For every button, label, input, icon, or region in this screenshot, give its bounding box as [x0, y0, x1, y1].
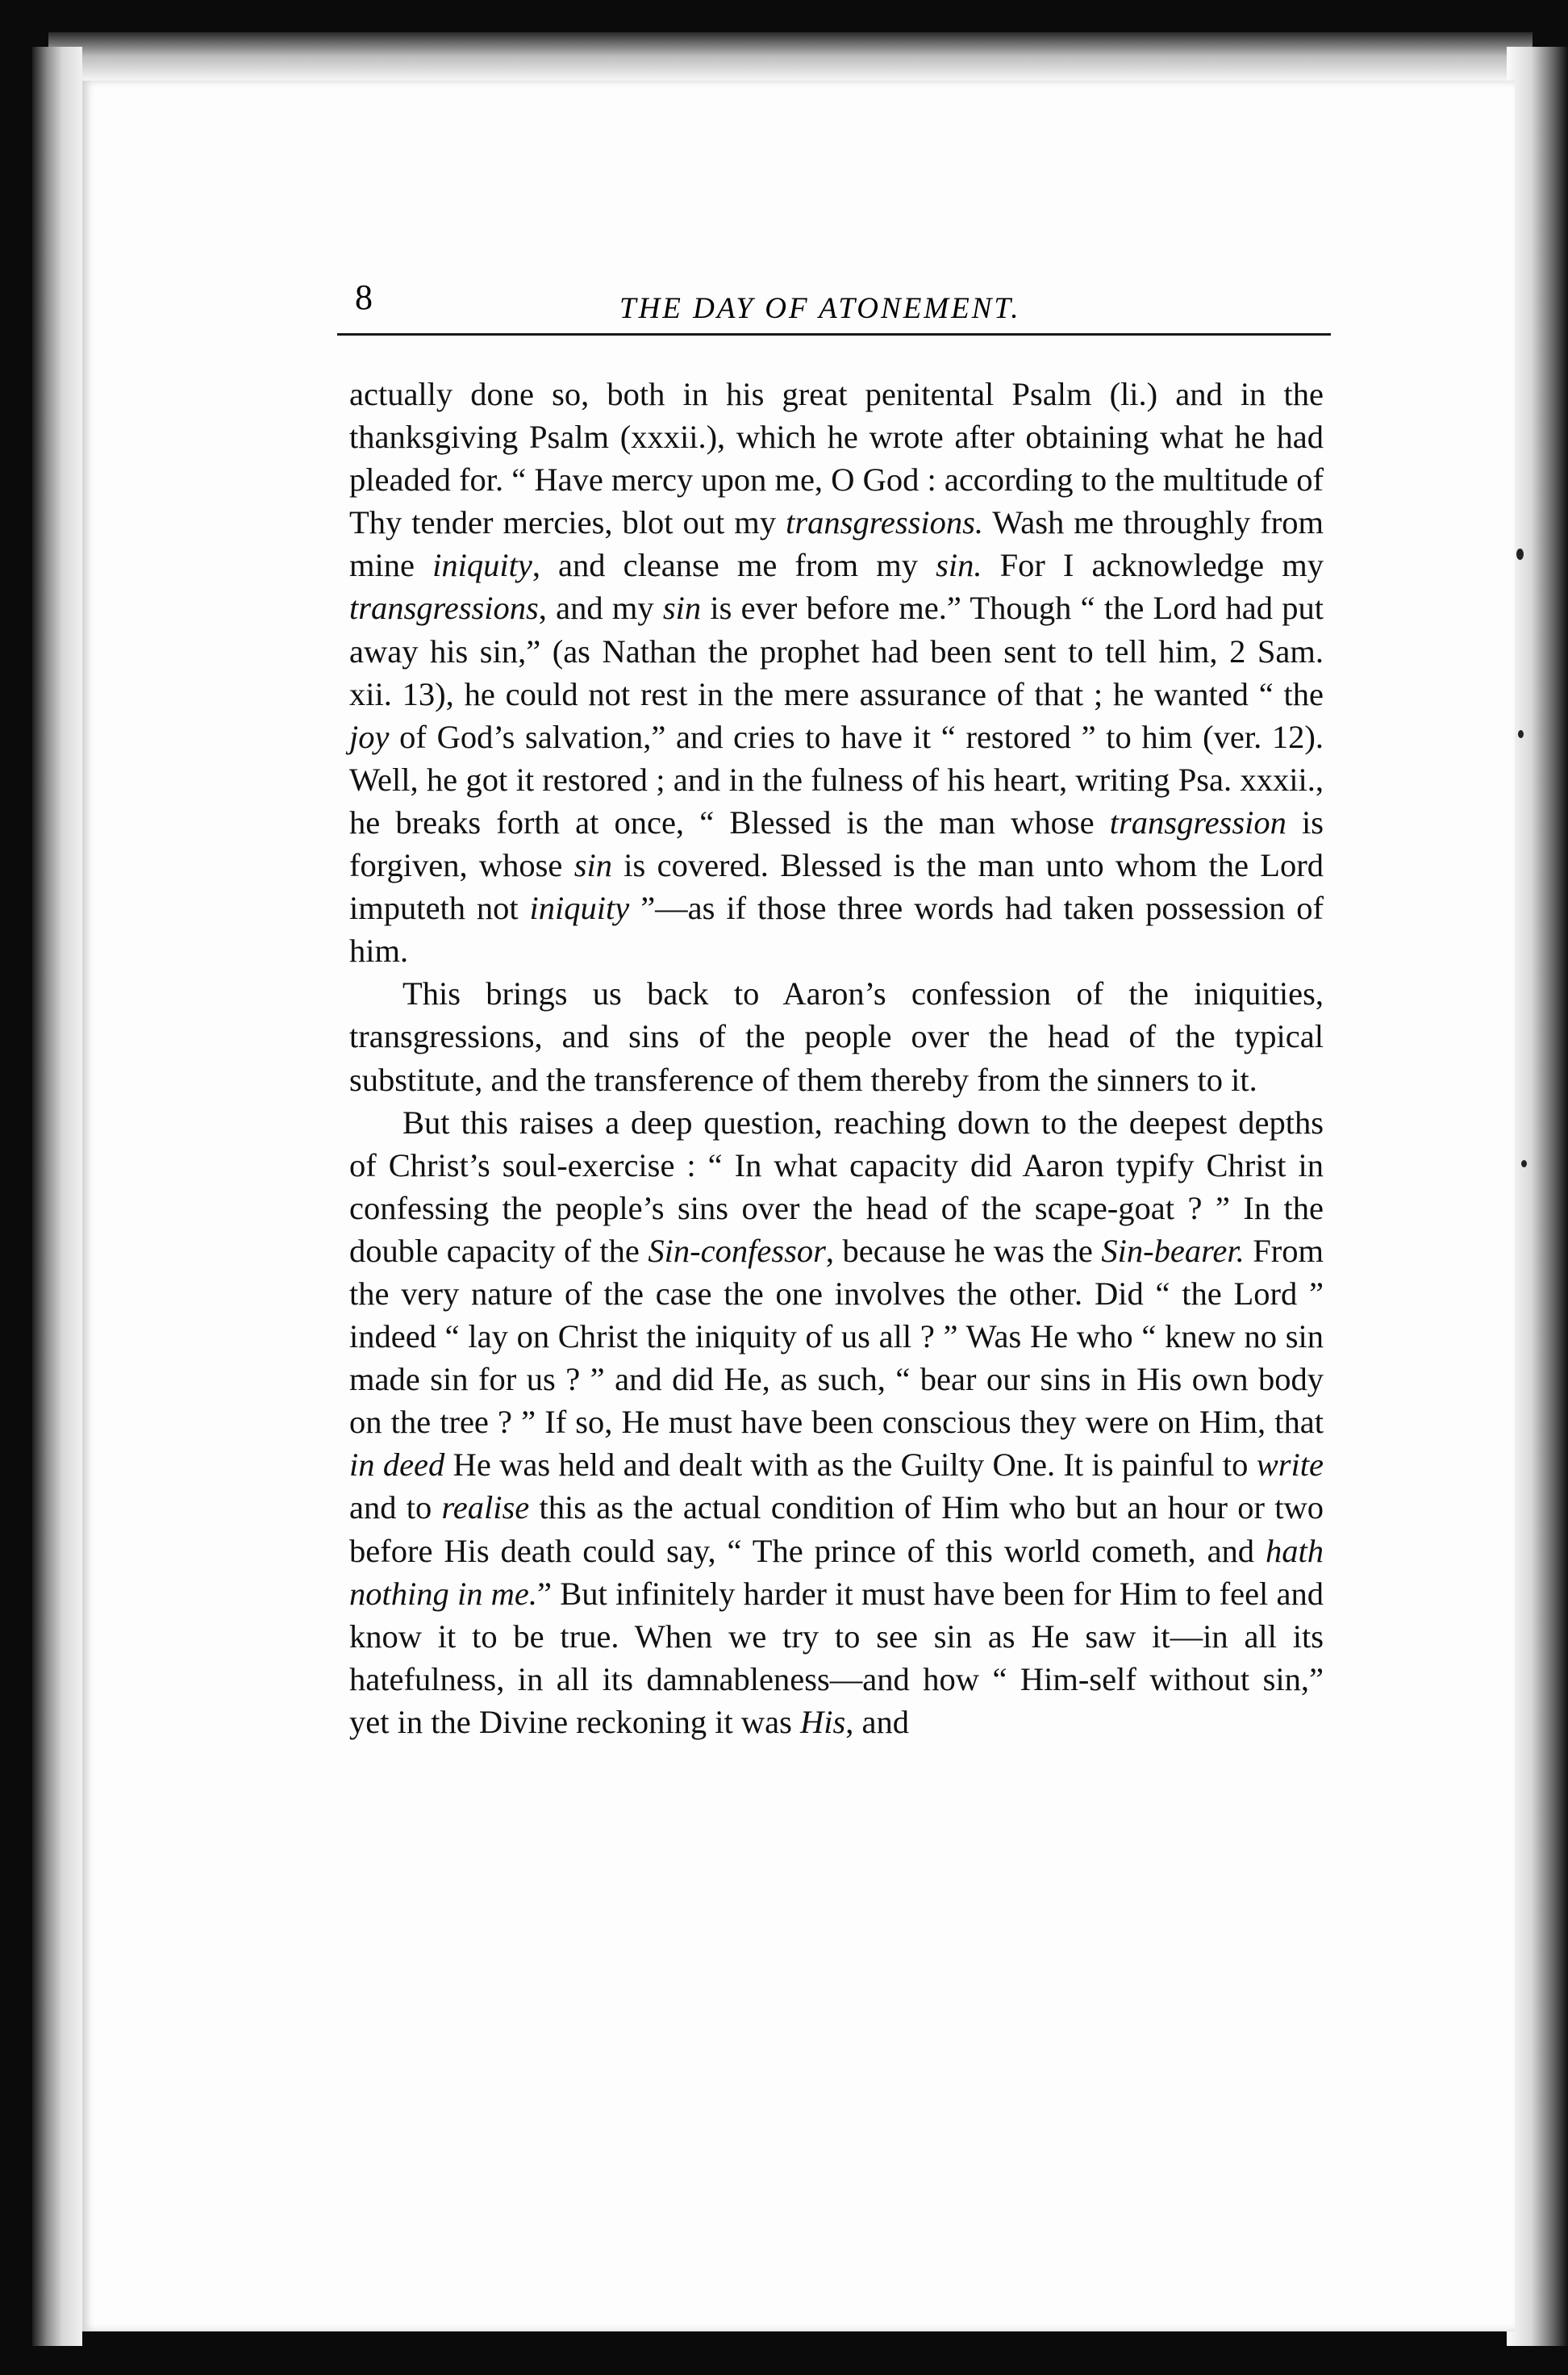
italic-text: His — [800, 1703, 846, 1740]
text-run: ” But infinitely harder it must have been for Him to feel and know it to be true. When we try to see sin as He saw it—in all its hatefulness, in all its damnableness—and how “ Him-self without sin,” yet in the Divine reckoning it was — [349, 1575, 1324, 1740]
italic-text: hath nothing in me. — [349, 1532, 1324, 1612]
italic-text: sin — [573, 847, 612, 884]
italic-text: transgressions — [349, 590, 539, 627]
text-run: Wash me throughly from mine — [349, 504, 1324, 584]
text-run: is forgiven, whose — [349, 803, 1324, 884]
header-rule — [337, 333, 1331, 336]
text-run: From the very nature of the case the one involves the other. Did “ the Lord ” indeed “ lay on Christ the iniquity of us all ? ” Was He who “ knew no sin made sin for us ? ” and did He, as such, “ bear our sins in His own body on the tree ? ” If so, He must have been conscious they were on Him, that — [349, 1232, 1324, 1441]
italic-text: transgressions. — [786, 504, 983, 541]
text-run: , and cleanse me from my — [532, 547, 936, 584]
text-run: For I acknowledge my — [982, 547, 1324, 584]
text-run: , because he was the — [825, 1232, 1102, 1269]
paragraph-1 — [349, 373, 1324, 972]
text-run: is covered. Blessed is the man unto whom the Lord imputeth not — [349, 847, 1324, 927]
page-number: 8 — [355, 278, 373, 317]
page-edge-right — [1507, 47, 1568, 2346]
italic-text: joy — [349, 718, 390, 755]
margin-speck — [1518, 730, 1524, 738]
margin-speck — [1516, 549, 1524, 560]
paragraph-3 — [349, 1101, 1324, 1743]
text-run: is ever before me.” Though “ the Lord had put away his sin,” (as Nathan the prophet had been sent to tell him, 2 Sam. xii. 13), he could not rest in the mere assurance of that ; he wanted “ the — [349, 590, 1324, 712]
text-run: this as the actual condition of Him who but an hour or two before His death could say, “ The prince of this world cometh, and — [349, 1489, 1324, 1569]
text-run: , and my — [538, 590, 663, 627]
italic-text: write — [1256, 1446, 1324, 1484]
italic-text: transgression — [1109, 803, 1287, 841]
text-run: But this raises a deep question, reaching down to the deepest depths of Christ’s soul-exercise : “ In what capacity did Aaron typify Christ in confessing the people’s sins over the head of the scape-goat ? ” In the double capacity of the — [349, 1104, 1324, 1269]
italic-text: in deed — [349, 1446, 445, 1484]
italic-text: iniquity — [529, 890, 630, 927]
text-run: He was held and dealt with as the Guilty One. It is painful to — [444, 1446, 1257, 1484]
italic-text: realise — [441, 1489, 530, 1526]
body-text — [349, 373, 1324, 1743]
text-run: actually done so, both in his great penitental Psalm (li.) and in the thanksgiving Psalm (xxxii.), which he wrote after obtaining what he had pleaded for. “ Have mercy upon me, O God : according to the multitude of Thy tender mercies, blot out my — [349, 376, 1324, 541]
running-title: THE DAY OF ATONEMENT. — [619, 292, 1021, 325]
italic-text: iniquity — [432, 547, 532, 584]
page-edge-top — [48, 32, 1533, 81]
text-run: , and — [845, 1703, 909, 1740]
text-run: ”—as if those three words had taken possession of him. — [349, 890, 1324, 970]
text-run: This brings us back to Aaron’s confession of the iniquities, transgressions, and sins of the people over the head of the typical substitute, and the transference of them thereby from the sinners to it. — [349, 975, 1324, 1098]
text-run: and to — [349, 1489, 442, 1526]
italic-text: sin — [662, 590, 702, 627]
text-run: of God’s salvation,” and cries to have it “ restored ” to him (ver. 12). Well, he got it restored ; and in the fulness of his heart, writing Psa. xxxii., he breaks forth at once, “ Blessed is the man whose — [349, 718, 1324, 841]
italic-text: Sin-bearer. — [1101, 1232, 1245, 1269]
page-edge-left — [32, 47, 82, 2346]
italic-text: Sin-confessor — [648, 1232, 826, 1269]
italic-text: sin. — [936, 547, 982, 584]
paragraph-2 — [349, 972, 1324, 1100]
margin-speck — [1521, 1160, 1527, 1167]
